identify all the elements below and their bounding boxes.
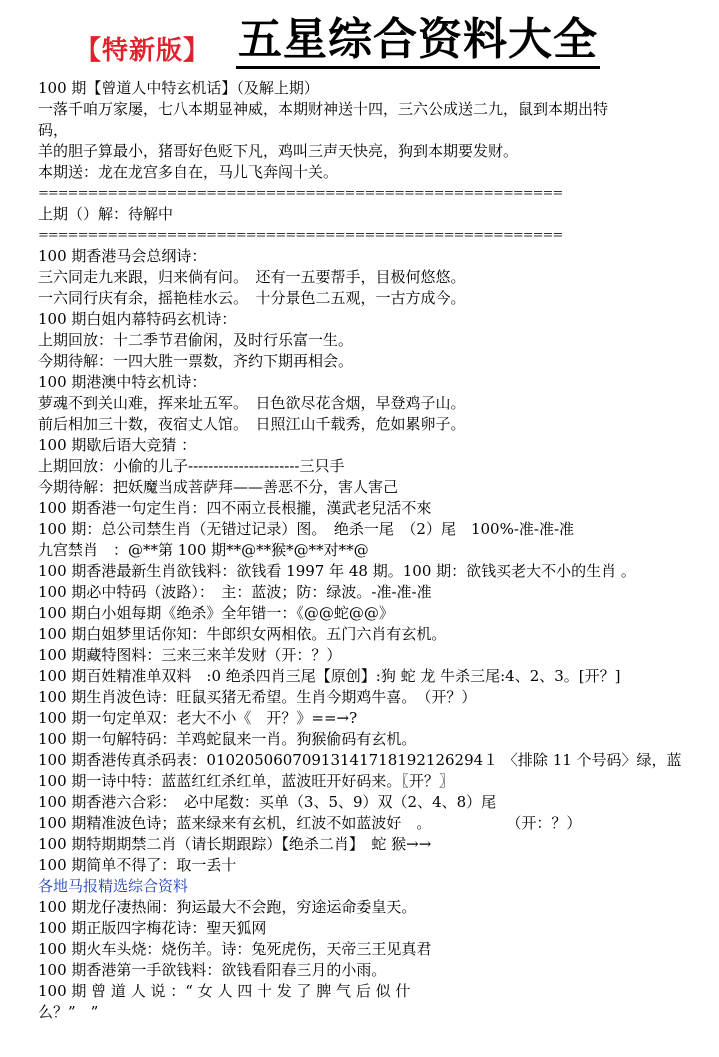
text-line: 前后相加三十数，夜宿丈人馆。 日照江山千载秀，危如累卵子。 [38, 415, 466, 433]
section-heading: 各地马报精选综合资料 [38, 877, 189, 895]
text-line: 100 期香港传真杀码表：01020506070913141718192126294１ 〈排除 11 个号码〉绿，蓝 [38, 751, 682, 769]
text-line: 100 期：总公司禁生肖（无错过记录）图。 绝杀一尾 （2）尾 100%-准-准-准 [38, 520, 575, 538]
edition-tag: 【特新版】 [75, 36, 211, 66]
text-line: 100 期必中特码（波路）： 主：蓝波；防：绿波。-准-准-准 [38, 583, 432, 601]
text-line: 100 期香港第一手欲钱料：欲钱看阳春三月的小雨。 [38, 961, 387, 979]
text-line: 一六同行庆有余，摇艳桂水云。 十分景色二五观，一古方成今。 [38, 289, 466, 307]
text-line: 码， [38, 121, 69, 139]
text-line: 100 期香港六合彩： 必中尾数：买单（3、5、9）双（2、4、8）尾 [38, 793, 497, 811]
text-line: 100 期白姐梦里话你知：牛郎织女两相依。五门六肖有玄机。 [38, 625, 447, 643]
text-line: 100 期一诗中特：蓝蓝红红杀红单，蓝波旺开好码来。〖开？〗 [38, 772, 454, 790]
text-line: 100 期歇后语大竞猜 ： [38, 436, 197, 454]
text-line: 上期回放：小偷的儿子----------------------三只手 [38, 457, 345, 475]
separator-line: ===================================================== [38, 228, 563, 243]
text-line: 100 期香港最新生肖欲钱料：欲钱看 1997 年 48 期。100 期：欲钱买老大不小的生肖 。 [38, 562, 636, 580]
text-line: 100 期白姐内幕特码玄机诗： [38, 310, 237, 328]
text-line: 100 期港澳中特玄机诗： [38, 373, 207, 391]
text-line: 100 期【曾道人中特玄机话】（及解上期） [38, 79, 319, 97]
text-line: 100 期火车头烧：烧伤羊。诗：兔死虎伤，天帝三王见真君 [38, 940, 432, 958]
text-line: 100 期正版四字梅花诗：聖天狐网 [38, 919, 267, 937]
text-line: 今期待解：把妖魔当成菩萨拜——善恶不分，害人害己 [38, 478, 399, 496]
text-line: 100 期龙仔凄热闹：狗运最大不会跑，穷途运命委皇天。 [38, 898, 417, 916]
text-line: 么？” ” [38, 1003, 99, 1021]
text-line: 100 期藏特图料：三来三来羊发财（开：？） [38, 646, 342, 664]
text-line: 100 期精准波色诗；蓝来绿来有玄机，红波不如蓝波好 。 （开：？） [38, 814, 582, 832]
document-body [38, 78, 706, 1023]
text-line: 九宫禁肖 ：@**第 100 期**@**猴*@**对**@ [38, 541, 369, 559]
page-title: 五星综合资料大全 [236, 14, 600, 69]
text-line: 今期待解：一四大胜一票数，齐约下期再相会。 [38, 352, 354, 370]
text-line: 100 期香港一句定生肖：四不兩立長根攏，漢武老兒活不來 [38, 499, 432, 517]
text-line: 萝魂不到关山难，挥来址五军。 日色欲尽花含烟，早登鸡子山。 [38, 394, 466, 412]
text-line: 100 期特期期禁二肖（请长期跟踪）【绝杀二肖】 蛇 猴→→ [38, 835, 432, 853]
text-line: 100 期一句解特码：羊鸡蛇鼠来一肖。狗猴偷码有玄机。 [38, 730, 417, 748]
text-line: 100 期简单不得了：取一丢十 [38, 856, 237, 874]
text-line: 100 期白小姐每期《绝杀》全年错一：《@@蛇@@》 [38, 604, 394, 622]
text-line: 羊的胆子算最小，猪哥好色贬下凡，鸡叫三声天快亮，狗到本期要发财。 [38, 142, 519, 160]
text-line: 100 期 曾 道 人 说 ：“ 女 人 四 十 发 了 脾 气 后 似 什 [38, 982, 411, 1000]
text-line: 100 期香港马会总纲诗： [38, 247, 207, 265]
header [0, 0, 719, 78]
text-line: 本期送：龙在龙宫多自在，马儿飞奔闯十关。 [38, 163, 339, 181]
text-line: 100 期生肖波色诗：旺鼠买猪无希望。生肖今期鸡牛喜。 （开？） [38, 688, 477, 706]
separator-line: ===================================================== [38, 186, 563, 201]
text-line: 100 期一句定单双：老大不小《 开？》==→? [38, 709, 358, 727]
text-line: 一落千咱万家屡，七八本期显神威，本期财神送十四，三六公成送二九，鼠到本期出特 [38, 100, 609, 118]
text-line: 上期（）解：待解中 [38, 205, 174, 223]
text-line: 三六同走九来跟，归来倘有问。 还有一五要帮手，目极何悠悠。 [38, 268, 466, 286]
text-line: 上期回放：十二季节君偷闲，及时行乐富一生。 [38, 331, 354, 349]
text-line: 100 期百姓精准单双料 :0 绝杀四肖三尾【原创】:狗 蛇 龙 牛杀三尾:4、2、3。[开？] [38, 667, 621, 685]
